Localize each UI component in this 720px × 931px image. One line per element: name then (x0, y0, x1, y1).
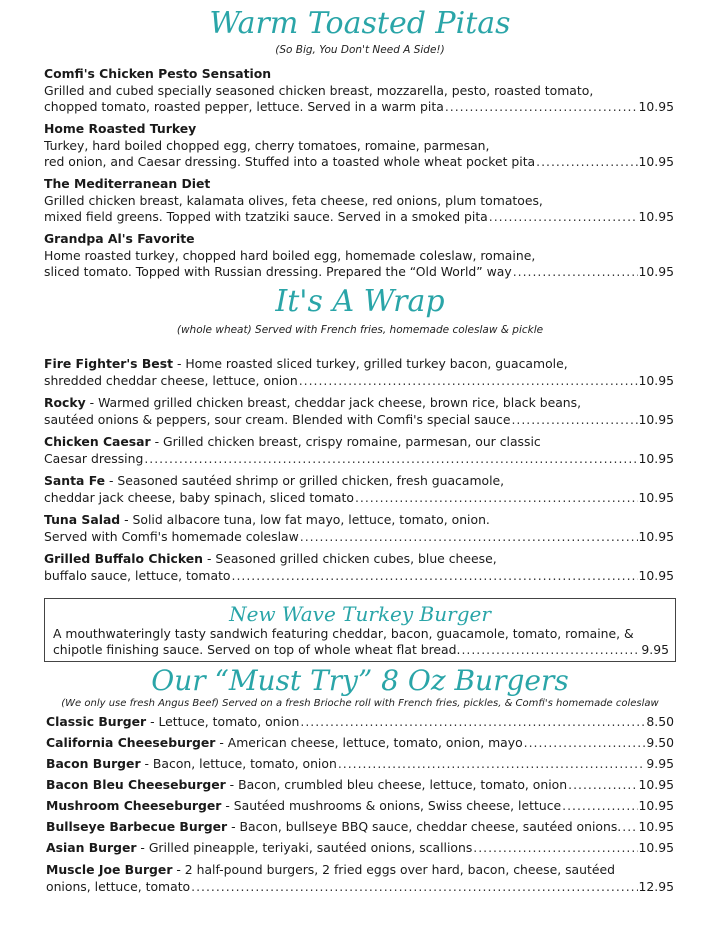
item-price: 8.50 (646, 714, 674, 729)
featured-price: 9.95 (641, 642, 669, 657)
item-name: Grilled Buffalo Chicken (44, 551, 203, 566)
item-desc: - Grilled pineapple, teriyaki, sautéed onions, scallions (136, 840, 473, 855)
item-desc: - Home roasted sliced turkey, grilled turkey bacon, guacamole, (173, 356, 568, 371)
item-price: 10.95 (638, 209, 674, 224)
item-desc: Served with Comfi's homemade coleslaw (44, 528, 299, 544)
item-price: 9.95 (646, 756, 674, 771)
menu-item (46, 714, 674, 731)
leader-dots (536, 154, 637, 171)
menu-item (44, 473, 674, 506)
menu-item (44, 231, 674, 281)
item-name: Mushroom Cheeseburger (46, 798, 222, 813)
menu-item (44, 551, 674, 584)
leader-dots (355, 490, 638, 507)
item-price: 12.95 (638, 878, 674, 894)
section-subtitle-pitas: (So Big, You Don't Need A Side!) (275, 44, 445, 56)
item-desc: Grilled chicken breast, kalamata olives, feta cheese, red onions, plum tomatoes, (44, 192, 543, 208)
leader-dots (461, 642, 640, 658)
item-desc: - Bacon, crumbled bleu cheese, lettuce, tomato, onion (225, 777, 568, 792)
leader-dots (489, 209, 638, 226)
item-desc: - Bacon, bullseye BBQ sauce, cheddar cheese, sautéed onions. (227, 819, 622, 834)
item-name: Comfi's Chicken Pesto Sensation (44, 66, 272, 81)
featured-title: New Wave Turkey Burger (229, 602, 491, 626)
menu-item (44, 66, 674, 116)
leader-dots (338, 756, 646, 773)
menu-item (44, 121, 674, 171)
item-price: 10.95 (638, 528, 674, 544)
leader-dots (144, 451, 637, 468)
leader-dots (445, 99, 638, 116)
item-price: 10.95 (638, 489, 674, 505)
section-title-pitas: Warm Toasted Pitas (209, 6, 511, 41)
leader-dots (232, 568, 638, 585)
item-desc: Turkey, hard boiled chopped egg, cherry tomatoes, romaine, parmesan, (44, 137, 490, 153)
item-desc: Grilled and cubed specially seasoned chicken breast, mozzarella, pesto, roasted tomato, (44, 82, 594, 98)
item-price: 10.95 (638, 798, 674, 813)
item-name: Rocky (44, 395, 86, 410)
item-desc: red onion, and Caesar dressing. Stuffed into a toasted whole wheat pocket pita (44, 154, 536, 169)
leader-dots (299, 373, 638, 390)
item-name: Santa Fe (44, 473, 106, 488)
menu-item (46, 798, 674, 815)
leader-dots (191, 879, 637, 896)
item-price: 10.95 (638, 99, 674, 114)
leader-dots (473, 840, 637, 857)
item-desc: onions, lettuce, tomato (46, 878, 191, 894)
item-name: Grandpa Al's Favorite (44, 231, 195, 246)
item-desc: - Seasoned grilled chicken cubes, blue cheese, (203, 551, 497, 566)
leader-dots (300, 714, 645, 731)
item-desc: Caesar dressing (44, 450, 144, 466)
item-price: 10.95 (638, 567, 674, 583)
item-price: 10.95 (638, 450, 674, 466)
item-name: Fire Fighter's Best (44, 356, 174, 371)
item-price: 10.95 (638, 264, 674, 279)
item-desc: Home roasted turkey, chopped hard boiled egg, homemade coleslaw, romaine, (44, 247, 536, 263)
menu-item (46, 862, 674, 895)
featured-desc: chipotle finishing sauce. Served on top of whole wheat flat bread. (53, 642, 461, 657)
item-name: Bacon Burger (46, 756, 141, 771)
leader-dots (511, 412, 637, 429)
item-desc: - Sautéed mushrooms & onions, Swiss cheese, lettuce (221, 798, 562, 813)
item-desc: buffalo sauce, lettuce, tomato (44, 567, 231, 583)
item-name: The Mediterranean Diet (44, 176, 211, 191)
menu-item (46, 840, 674, 857)
item-desc: - Warmed grilled chicken breast, cheddar jack cheese, brown rice, black beans, (85, 395, 582, 410)
item-name: Tuna Salad (44, 512, 121, 527)
item-desc: sliced tomato. Topped with Russian dressing. Prepared the “Old World” way (44, 264, 512, 279)
leader-dots (524, 735, 646, 752)
item-desc: cheddar jack cheese, baby spinach, sliced tomato (44, 489, 354, 505)
section-title-wraps: It's A Wrap (275, 284, 445, 319)
item-desc: - Solid albacore tuna, low fat mayo, lettuce, tomato, onion. (120, 512, 490, 527)
section-title-burgers: Our “Must Try” 8 Oz Burgers (151, 664, 569, 697)
item-price: 10.95 (638, 777, 674, 792)
item-name: Home Roasted Turkey (44, 121, 197, 136)
section-subtitle-wraps: (whole wheat) Served with French fries, homemade coleslaw & pickle (176, 324, 544, 336)
item-price: 9.50 (646, 735, 674, 750)
item-desc: - American cheese, lettuce, tomato, onion, mayo (215, 735, 523, 750)
menu-item (44, 434, 674, 467)
item-name: California Cheeseburger (46, 735, 216, 750)
menu-item (46, 819, 674, 836)
featured-box (44, 598, 676, 662)
menu-item (44, 356, 674, 389)
featured-desc: A mouthwateringly tasty sandwich featuring cheddar, bacon, guacamole, tomato, romaine, & (53, 626, 634, 641)
leader-dots (568, 777, 637, 794)
item-desc: - 2 half-pound burgers, 2 fried eggs over hard, bacon, cheese, sautéed (172, 862, 615, 877)
item-name: Chicken Caesar (44, 434, 151, 449)
item-desc: chopped tomato, roasted pepper, lettuce. Served in a warm pita (44, 99, 444, 114)
leader-dots (513, 264, 638, 281)
menu-item (46, 777, 674, 794)
item-desc: mixed field greens. Topped with tzatziki sauce. Served in a smoked pita (44, 209, 488, 224)
item-desc: - Seasoned sautéed shrimp or grilled chicken, fresh guacamole, (105, 473, 505, 488)
item-name: Bacon Bleu Cheeseburger (46, 777, 226, 792)
item-price: 10.95 (638, 411, 674, 427)
menu-item (44, 176, 674, 226)
item-name: Muscle Joe Burger (46, 862, 173, 877)
menu-item (46, 735, 674, 752)
item-desc: - Grilled chicken breast, crispy romaine, parmesan, our classic (150, 434, 541, 449)
item-desc: - Lettuce, tomato, onion (146, 714, 300, 729)
section-subtitle-burgers: (We only use fresh Angus Beef) Served on a fresh Brioche roll with French fries, pickles, & Comfi's homemade coleslaw (61, 698, 659, 709)
item-name: Asian Burger (46, 840, 137, 855)
item-name: Classic Burger (46, 714, 147, 729)
item-desc: shredded cheddar cheese, lettuce, onion (44, 372, 298, 388)
item-price: 10.95 (638, 154, 674, 169)
item-price: 10.95 (638, 840, 674, 855)
leader-dots (562, 798, 637, 815)
menu-item (44, 395, 674, 428)
item-desc: sautéed onions & peppers, sour cream. Blended with Comfi's special sauce (44, 411, 511, 427)
leader-dots (300, 529, 638, 546)
item-price: 10.95 (638, 372, 674, 388)
leader-dots (622, 819, 637, 836)
menu-item (44, 512, 674, 545)
item-name: Bullseye Barbecue Burger (46, 819, 228, 834)
item-price: 10.95 (638, 819, 674, 834)
menu-item (46, 756, 674, 773)
item-desc: - Bacon, lettuce, tomato, onion (140, 756, 337, 771)
